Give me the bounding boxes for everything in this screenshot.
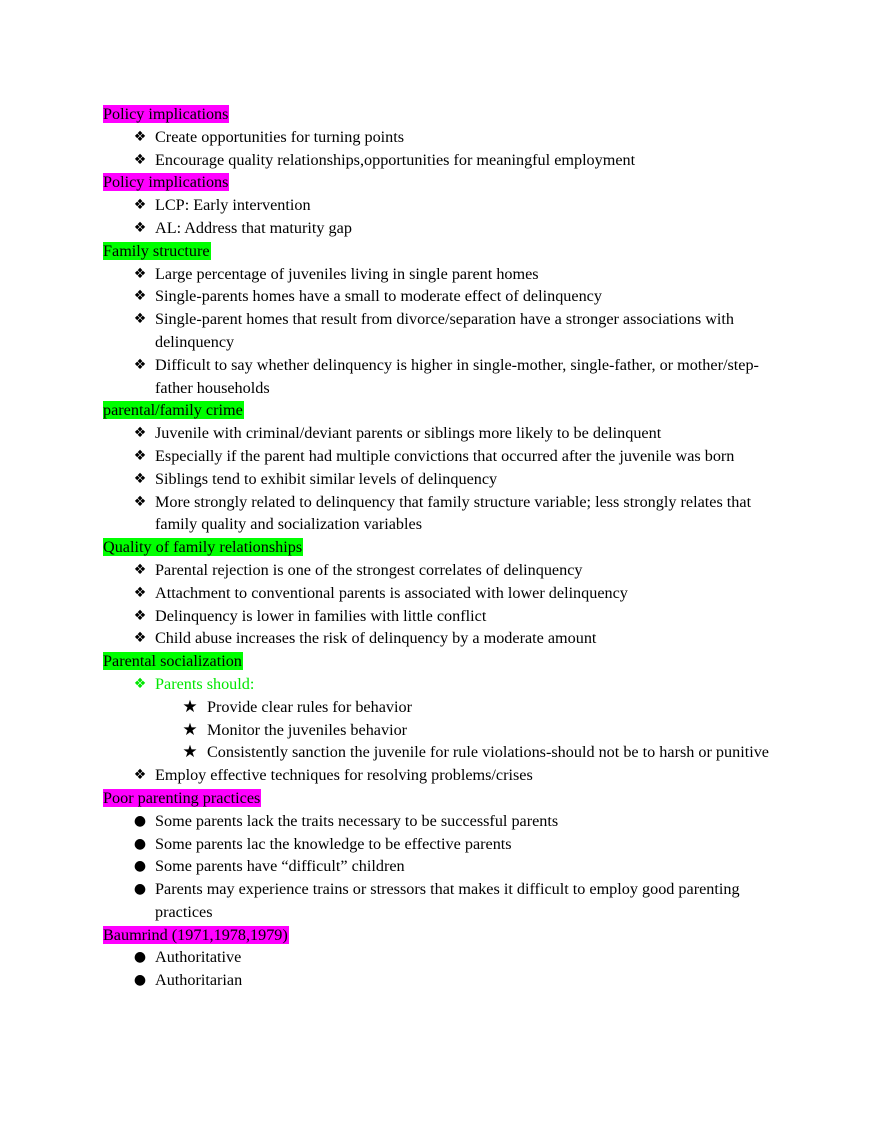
- list-item: [103, 741, 783, 764]
- diamond-bullet-icon: ❖: [133, 128, 147, 145]
- diamond-bullet-icon: ❖: [133, 356, 147, 373]
- list-item: [103, 217, 783, 240]
- diamond-bullet-icon: ❖: [133, 470, 147, 487]
- diamond-bullet-icon: ❖: [133, 607, 147, 624]
- list-item-text: Delinquency is lower in families with little conflict: [155, 606, 487, 625]
- section-heading: [103, 787, 783, 810]
- section-heading: [103, 924, 783, 947]
- list-item-text: Some parents lac the knowledge to be effective parents: [155, 834, 512, 853]
- diamond-bullet-icon: ❖: [133, 767, 147, 784]
- list-item: [103, 149, 783, 172]
- list-item-text: Monitor the juveniles behavior: [207, 720, 408, 739]
- list-item: [103, 627, 783, 650]
- diamond-bullet-icon: ❖: [133, 151, 147, 168]
- list-item-text: Create opportunities for turning points: [155, 127, 405, 146]
- section-heading: [103, 103, 783, 126]
- dot-bullet-icon: ●: [133, 835, 147, 852]
- list-item-text: Employ effective techniques for resolving problems/crises: [155, 766, 533, 785]
- section-heading: [103, 171, 783, 194]
- list-item-text: Consistently sanction the juvenile for rule violations-should not be to harsh or punitive: [207, 743, 769, 762]
- list-item: [103, 855, 783, 878]
- list-item: [103, 878, 783, 924]
- diamond-bullet-icon: ❖: [133, 584, 147, 601]
- section-heading: [103, 536, 783, 559]
- section-heading-text: parental/family crime: [103, 401, 243, 420]
- section-heading-text: Baumrind (1971,1978,1979): [103, 925, 288, 944]
- section-heading-text: Policy implications: [103, 173, 229, 192]
- section-heading-text: Poor parenting practices: [103, 788, 261, 807]
- diamond-bullet-icon: ❖: [133, 197, 147, 214]
- list-item-text: Attachment to conventional parents is associated with lower delinquency: [155, 583, 628, 602]
- star-bullet-icon: ★: [182, 696, 198, 717]
- list-item-text: Single-parents homes have a small to moderate effect of delinquency: [155, 287, 602, 306]
- list-item-text: Parents may experience trains or stressors that makes it difficult to employ good parenting practices: [155, 880, 740, 921]
- diamond-bullet-icon: ❖: [133, 425, 147, 442]
- list-item-text: Provide clear rules for behavior: [207, 697, 412, 716]
- list-item-text: Encourage quality relationships,opportunities for meaningful employment: [155, 150, 636, 169]
- diamond-bullet-icon: ❖: [133, 265, 147, 282]
- list-item-text: Juvenile with criminal/deviant parents or siblings more likely to be delinquent: [155, 424, 662, 443]
- list-item-text: Some parents lack the traits necessary to be successful parents: [155, 811, 559, 830]
- list-item: [103, 833, 783, 856]
- diamond-bullet-icon: ❖: [133, 311, 147, 328]
- star-bullet-icon: ★: [182, 742, 198, 763]
- dot-bullet-icon: ●: [133, 881, 147, 898]
- list-item: [103, 354, 783, 400]
- list-item-text: LCP: Early intervention: [155, 196, 311, 215]
- list-item: [103, 969, 783, 992]
- list-item: [103, 810, 783, 833]
- list-item-text: Some parents have “difficult” children: [155, 857, 405, 876]
- section-heading-text: Parental socialization: [103, 652, 242, 671]
- dot-bullet-icon: ●: [133, 858, 147, 875]
- list-item-text: Child abuse increases the risk of delinquency by a moderate amount: [155, 629, 597, 648]
- list-item-text: Authoritative: [155, 948, 242, 967]
- list-item-text: Difficult to say whether delinquency is higher in single-mother, single-father, or mother/step-father households: [155, 355, 759, 397]
- list-item-text: Parental rejection is one of the strongest correlates of delinquency: [155, 560, 583, 579]
- list-item: [103, 491, 783, 537]
- list-item: [103, 946, 783, 969]
- list-item: [103, 673, 783, 696]
- dot-bullet-icon: ●: [133, 812, 147, 829]
- diamond-bullet-icon: ❖: [133, 561, 147, 578]
- list-item: [103, 308, 783, 354]
- list-item: [103, 468, 783, 491]
- diamond-bullet-icon: ❖: [133, 219, 147, 236]
- list-item-text: Parents should:: [155, 674, 255, 693]
- list-item: [103, 559, 783, 582]
- section-heading: [103, 399, 783, 422]
- diamond-bullet-icon: ❖: [133, 493, 147, 510]
- dot-bullet-icon: ●: [133, 972, 147, 989]
- list-item: [103, 194, 783, 217]
- section-heading-text: Quality of family relationships: [103, 538, 303, 557]
- list-item: [103, 605, 783, 628]
- notes-content: [103, 103, 783, 992]
- section-heading-text: Policy implications: [103, 105, 229, 123]
- list-item-text: Large percentage of juveniles living in single parent homes: [155, 264, 539, 283]
- list-item: [103, 126, 783, 149]
- list-item: [103, 422, 783, 445]
- list-item: [103, 696, 783, 719]
- list-item-text: More strongly related to delinquency that family structure variable; less strongly relates that family quality and socialization variables: [155, 492, 752, 534]
- section-heading: [103, 650, 783, 673]
- diamond-bullet-icon: ❖: [133, 675, 147, 692]
- section-heading: [103, 240, 783, 263]
- diamond-bullet-icon: ❖: [133, 630, 147, 647]
- list-item: [103, 285, 783, 308]
- section-heading-text: Family structure: [103, 241, 210, 260]
- dot-bullet-icon: ●: [133, 949, 147, 966]
- list-item: [103, 764, 783, 787]
- list-item: [103, 719, 783, 742]
- list-item-text: Authoritarian: [155, 971, 243, 990]
- list-item-text: AL: Address that maturity gap: [155, 218, 352, 237]
- star-bullet-icon: ★: [182, 719, 198, 740]
- list-item-text: Especially if the parent had multiple convictions that occurred after the juvenile was born: [155, 446, 735, 465]
- diamond-bullet-icon: ❖: [133, 288, 147, 305]
- list-item: [103, 263, 783, 286]
- list-item: [103, 582, 783, 605]
- list-item-text: Siblings tend to exhibit similar levels of delinquency: [155, 469, 498, 488]
- list-item: [103, 445, 783, 468]
- diamond-bullet-icon: ❖: [133, 447, 147, 464]
- list-item-text: Single-parent homes that result from divorce/separation have a stronger associations with delinquency: [155, 310, 734, 351]
